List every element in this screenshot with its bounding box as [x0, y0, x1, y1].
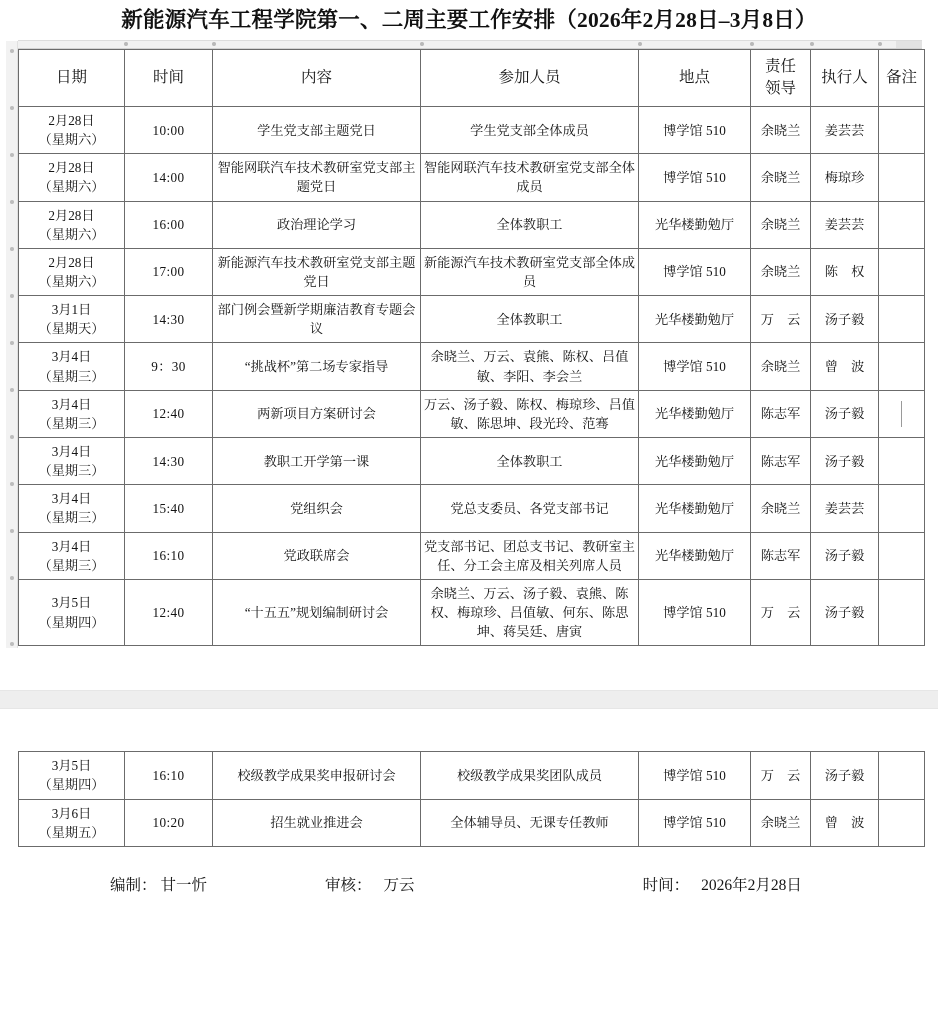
- page-gap-bottom: [0, 709, 938, 751]
- gutter-handle-dot[interactable]: [10, 529, 14, 533]
- gutter-handle-dot[interactable]: [10, 388, 14, 392]
- cell-date-day: 3月4日: [51, 443, 92, 459]
- gutter-handle-dot[interactable]: [10, 106, 14, 110]
- cell-date-weekday: （星期三）: [38, 463, 105, 479]
- cell-participants[interactable]: 智能网联汽车技术教研室党支部全体成员: [421, 154, 639, 201]
- cell-place[interactable]: 博学馆 510: [639, 248, 751, 295]
- cell-date-day: 2月28日: [48, 254, 95, 270]
- cell-date[interactable]: [19, 154, 125, 201]
- cell-date[interactable]: [19, 201, 125, 248]
- cell-date-weekday: （星期三）: [38, 557, 105, 573]
- header-participants[interactable]: 参加人员: [421, 50, 639, 107]
- cell-remark[interactable]: [879, 343, 925, 390]
- cell-place[interactable]: 博学馆 510: [639, 154, 751, 201]
- cell-executor[interactable]: 曾 波: [811, 343, 879, 390]
- cell-time[interactable]: 14:30: [125, 437, 213, 484]
- page-gap-top: [0, 646, 938, 690]
- cell-date-day: 2月28日: [48, 207, 95, 223]
- cell-participants[interactable]: 新能源汽车技术教研室党支部全体成员: [421, 248, 639, 295]
- cell-executor[interactable]: 姜芸芸: [811, 107, 879, 154]
- footer: [0, 873, 938, 895]
- cell-place[interactable]: 光华楼勤勉厅: [639, 390, 751, 437]
- cell-date[interactable]: [19, 107, 125, 154]
- cell-date[interactable]: [19, 296, 125, 343]
- cell-remark[interactable]: [879, 296, 925, 343]
- cell-date-weekday: （星期六）: [38, 179, 105, 195]
- cell-time[interactable]: 12:40: [125, 579, 213, 645]
- cell-executor[interactable]: 姜芸芸: [811, 485, 879, 532]
- cell-content[interactable]: “挑战杯”第二场专家指导: [213, 343, 421, 390]
- cell-remark[interactable]: [879, 799, 925, 846]
- ruler-end-block: [896, 41, 922, 48]
- cell-remark[interactable]: [879, 532, 925, 579]
- cell-content[interactable]: 政治理论学习: [213, 201, 421, 248]
- cell-time[interactable]: 12:40: [125, 390, 213, 437]
- header-time[interactable]: 时间: [125, 50, 213, 107]
- cell-remark[interactable]: [879, 579, 925, 645]
- cell-time[interactable]: 16:10: [125, 532, 213, 579]
- cell-executor[interactable]: 曾 波: [811, 799, 879, 846]
- cell-participants[interactable]: 党总支委员、各党支部书记: [421, 485, 639, 532]
- header-executor[interactable]: 执行人: [811, 50, 879, 107]
- header-place[interactable]: 地点: [639, 50, 751, 107]
- gutter-handle-dot[interactable]: [10, 576, 14, 580]
- header-leader-line1: 责任: [764, 57, 796, 75]
- cell-date-weekday: （星期三）: [38, 415, 105, 431]
- cell-date-day: 3月5日: [51, 595, 92, 611]
- footer-prepared-label: 编制：: [110, 876, 157, 894]
- cell-content[interactable]: 部门例会暨新学期廉洁教育专题会议: [213, 296, 421, 343]
- cell-date-weekday: （星期六）: [38, 273, 105, 289]
- table-row: [19, 752, 925, 799]
- cell-date[interactable]: [19, 579, 125, 645]
- cell-date[interactable]: [19, 437, 125, 484]
- cell-content[interactable]: 学生党支部主题党日: [213, 107, 421, 154]
- cell-executor[interactable]: 汤子毅: [811, 752, 879, 799]
- spreadsheet-sheet: [0, 40, 938, 895]
- cell-content[interactable]: 教职工开学第一课: [213, 437, 421, 484]
- cell-content[interactable]: 招生就业推进会: [213, 799, 421, 846]
- table-header-row: [19, 50, 925, 107]
- table-row: [19, 799, 925, 846]
- table-row: [19, 296, 925, 343]
- cell-content[interactable]: 校级教学成果奖申报研讨会: [213, 752, 421, 799]
- cell-place[interactable]: 博学馆 510: [639, 799, 751, 846]
- cell-place[interactable]: 光华楼勤勉厅: [639, 532, 751, 579]
- text-cursor-icon: [901, 401, 902, 427]
- cell-date-weekday: （星期五）: [38, 824, 105, 840]
- cell-date[interactable]: [19, 485, 125, 532]
- cell-place[interactable]: 光华楼勤勉厅: [639, 201, 751, 248]
- cell-content[interactable]: 智能网联汽车技术教研室党支部主题党日: [213, 154, 421, 201]
- cell-remark[interactable]: [879, 107, 925, 154]
- cell-date[interactable]: [19, 248, 125, 295]
- cell-content[interactable]: 党组织会: [213, 485, 421, 532]
- cell-remark[interactable]: [879, 201, 925, 248]
- cell-participants[interactable]: 余晓兰、万云、袁熊、陈权、吕值敏、李阳、李会兰: [421, 343, 639, 390]
- cell-content[interactable]: 两新项目方案研讨会: [213, 390, 421, 437]
- gutter-handle-dot[interactable]: [10, 642, 14, 646]
- cell-date[interactable]: [19, 390, 125, 437]
- cell-date-day: 3月4日: [51, 349, 92, 365]
- footer-prepared: [110, 873, 207, 895]
- table-row: [19, 201, 925, 248]
- ruler-tick: [124, 42, 128, 46]
- table-row: [19, 343, 925, 390]
- cell-content[interactable]: 党政联席会: [213, 532, 421, 579]
- cell-executor[interactable]: 陈 权: [811, 248, 879, 295]
- cell-date[interactable]: [19, 799, 125, 846]
- cell-date-weekday: （星期六）: [38, 132, 105, 148]
- cell-time[interactable]: 15:40: [125, 485, 213, 532]
- cell-leader[interactable]: 陈志军: [751, 437, 811, 484]
- cell-date-weekday: （星期三）: [38, 368, 105, 384]
- cell-time[interactable]: 14:30: [125, 296, 213, 343]
- cell-executor[interactable]: 汤子毅: [811, 296, 879, 343]
- cell-date-day: 2月28日: [48, 113, 95, 128]
- cell-leader[interactable]: 余晓兰: [751, 154, 811, 201]
- header-remark[interactable]: 备注: [879, 50, 925, 107]
- table-row: [19, 107, 925, 154]
- cell-place[interactable]: 博学馆 510: [639, 579, 751, 645]
- gutter-handle-dot[interactable]: [10, 49, 14, 53]
- cell-place[interactable]: 博学馆 510: [639, 107, 751, 154]
- cell-leader[interactable]: 陈志军: [751, 390, 811, 437]
- table-row: [19, 154, 925, 201]
- footer-date-value: 2026年2月28日: [701, 876, 802, 894]
- cell-executor[interactable]: 梅琼珍: [811, 154, 879, 201]
- row-gutter[interactable]: [6, 41, 18, 648]
- cell-date-day: 3月4日: [51, 491, 92, 507]
- header-content[interactable]: 内容: [213, 50, 421, 107]
- cell-remark[interactable]: [879, 752, 925, 799]
- cell-date-weekday: （星期三）: [38, 510, 105, 526]
- cell-time[interactable]: 14:00: [125, 154, 213, 201]
- cell-time[interactable]: 10:00: [125, 107, 213, 154]
- cell-leader[interactable]: 万 云: [751, 296, 811, 343]
- cell-participants[interactable]: 党支部书记、团总支书记、教研室主任、分工会主席及相关列席人员: [421, 532, 639, 579]
- schedule-table-part2: [18, 751, 925, 847]
- schedule-table-part1: [18, 49, 925, 646]
- cell-remark[interactable]: [879, 154, 925, 201]
- cell-leader[interactable]: 万 云: [751, 579, 811, 645]
- gutter-handle-dot[interactable]: [10, 294, 14, 298]
- cell-executor[interactable]: 汤子毅: [811, 579, 879, 645]
- cell-leader[interactable]: 余晓兰: [751, 343, 811, 390]
- column-ruler-strip[interactable]: [18, 40, 922, 49]
- cell-date-day: 2月28日: [48, 160, 95, 176]
- ruler-tick: [420, 42, 424, 46]
- cell-leader[interactable]: 余晓兰: [751, 485, 811, 532]
- cell-place[interactable]: 光华楼勤勉厅: [639, 296, 751, 343]
- cell-date[interactable]: [19, 343, 125, 390]
- cell-remark[interactable]: [879, 390, 925, 437]
- gutter-handle-dot[interactable]: [10, 247, 14, 251]
- cell-participants[interactable]: 全体教职工: [421, 201, 639, 248]
- cell-participants[interactable]: 学生党支部全体成员: [421, 107, 639, 154]
- cell-date[interactable]: [19, 752, 125, 799]
- cell-remark[interactable]: [879, 248, 925, 295]
- gutter-handle-dot[interactable]: [10, 341, 14, 345]
- cell-executor[interactable]: 汤子毅: [811, 390, 879, 437]
- cell-time[interactable]: 17:00: [125, 248, 213, 295]
- cell-remark[interactable]: [879, 485, 925, 532]
- header-leader-line2: 领导: [764, 80, 796, 97]
- cell-place[interactable]: 光华楼勤勉厅: [639, 485, 751, 532]
- cell-leader[interactable]: 余晓兰: [751, 201, 811, 248]
- gutter-handle-dot[interactable]: [10, 482, 14, 486]
- cell-leader[interactable]: 余晓兰: [751, 799, 811, 846]
- cell-leader[interactable]: 万 云: [751, 752, 811, 799]
- footer-date: [643, 873, 802, 895]
- cell-leader[interactable]: 陈志军: [751, 532, 811, 579]
- gutter-handle-dot[interactable]: [10, 153, 14, 157]
- cell-date-day: 3月5日: [51, 758, 92, 774]
- cell-participants[interactable]: 全体教职工: [421, 296, 639, 343]
- cell-time[interactable]: 9：30: [125, 343, 213, 390]
- cell-date-weekday: （星期四）: [38, 777, 105, 793]
- footer-date-label: 时间：: [642, 876, 690, 894]
- cell-content[interactable]: “十五五”规划编制研讨会: [213, 579, 421, 645]
- ruler-tick: [810, 42, 814, 46]
- header-leader[interactable]: [751, 50, 811, 107]
- cell-date-day: 3月4日: [51, 538, 92, 554]
- cell-place[interactable]: 博学馆 510: [639, 752, 751, 799]
- cell-time[interactable]: 10:20: [125, 799, 213, 846]
- cell-leader[interactable]: 余晓兰: [751, 107, 811, 154]
- cell-executor[interactable]: 汤子毅: [811, 437, 879, 484]
- cell-participants[interactable]: 万云、汤子毅、陈权、梅琼珍、吕值敏、陈思坤、段光玲、范骞: [421, 390, 639, 437]
- page-title: 新能源汽车工程学院第一、二周主要工作安排（2026年2月28日–3月8日）: [121, 8, 817, 32]
- table-row: [19, 248, 925, 295]
- cell-date[interactable]: [19, 532, 125, 579]
- gutter-handle-dot[interactable]: [10, 200, 14, 204]
- ruler-tick: [750, 42, 754, 46]
- footer-reviewed: [325, 873, 415, 895]
- cell-place[interactable]: 博学馆 510: [639, 343, 751, 390]
- cell-participants[interactable]: 全体教职工: [421, 437, 639, 484]
- table-row: [19, 532, 925, 579]
- cell-content[interactable]: 新能源汽车技术教研室党支部主题党日: [213, 248, 421, 295]
- ruler-tick: [878, 42, 882, 46]
- cell-leader[interactable]: 余晓兰: [751, 248, 811, 295]
- footer-reviewed-value: 万云: [383, 876, 415, 894]
- cell-time[interactable]: 16:00: [125, 201, 213, 248]
- table-row: [19, 579, 925, 645]
- ruler-tick: [212, 42, 216, 46]
- table-row: [19, 390, 925, 437]
- cell-participants[interactable]: 全体辅导员、无课专任教师: [421, 799, 639, 846]
- cell-date-day: 3月6日: [51, 805, 92, 821]
- page-break-band: [0, 690, 938, 709]
- cell-executor[interactable]: 姜芸芸: [811, 201, 879, 248]
- cell-date-day: 3月1日: [51, 302, 92, 318]
- cell-place[interactable]: 光华楼勤勉厅: [639, 437, 751, 484]
- cell-remark[interactable]: [879, 437, 925, 484]
- header-date[interactable]: 日期: [19, 50, 125, 107]
- footer-reviewed-label: 审核：: [325, 876, 372, 894]
- ruler-tick: [638, 42, 642, 46]
- cell-date-weekday: （星期六）: [38, 226, 105, 242]
- table-row: [19, 485, 925, 532]
- cell-date-day: 3月4日: [51, 396, 92, 412]
- footer-prepared-value: 甘一忻: [160, 876, 208, 894]
- cell-time[interactable]: 16:10: [125, 752, 213, 799]
- cell-participants[interactable]: 校级教学成果奖团队成员: [421, 752, 639, 799]
- cell-participants[interactable]: 余晓兰、万云、汤子毅、袁熊、陈权、梅琼珍、吕值敏、何东、陈思坤、蒋吴廷、唐寅: [421, 579, 639, 645]
- gutter-handle-dot[interactable]: [10, 435, 14, 439]
- cell-executor[interactable]: 汤子毅: [811, 532, 879, 579]
- table-row: [19, 437, 925, 484]
- cell-date-weekday: （星期天）: [38, 321, 105, 337]
- cell-date-weekday: （星期四）: [38, 614, 105, 630]
